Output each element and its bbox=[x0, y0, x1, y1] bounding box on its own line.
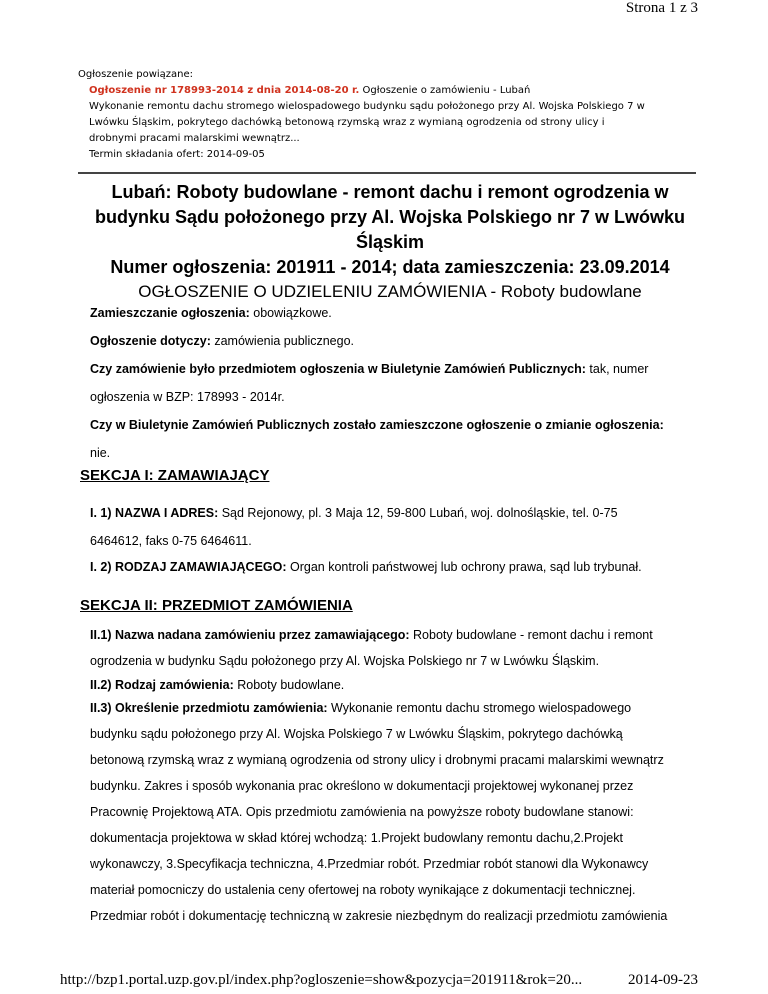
intro-block bbox=[90, 302, 700, 465]
bzp-value: tak, numer bbox=[585, 362, 649, 376]
scope-line: Przedmiar robót i dokumentację techniczną w zakresie niezbędnym do realizacji przedmiotu zamówienia bbox=[90, 909, 668, 923]
related-desc-line3: drobnymi pracami malarskimi wewnątrz... bbox=[89, 133, 300, 144]
s2-name-label: II.1) Nazwa nadana zamówieniu przez zamawiającego: bbox=[90, 628, 410, 642]
scope-line: wykonawczy, 3.Specyfikacja techniczna, 4.Przedmiar robót. Przedmiar robót stanowi dla Wykonawcy bbox=[90, 857, 649, 871]
notice-number: Numer ogłoszenia: 201911 - 2014; data zamieszczenia: 23.09.2014 bbox=[110, 257, 670, 277]
page-number: Strona 1 z 3 bbox=[625, 0, 698, 16]
s2-scope-label: II.3) Określenie przedmiotu zamówienia: bbox=[90, 701, 328, 715]
scope-line: dokumentacja projektowa w skład której wchodzą: 1.Projekt budowlany remontu dachu,2.Projekt bbox=[90, 831, 623, 845]
s1-name-value2: 6464612, faks 0-75 6464611. bbox=[90, 534, 252, 548]
bzp-label: Czy zamówienie było przedmiotem ogłoszenia w Biuletynie Zamówień Publicznych: bbox=[90, 362, 586, 376]
related-notice-link[interactable]: Ogłoszenie nr 178993-2014 z dnia 2014-08-20 r. bbox=[89, 85, 360, 96]
change-value: nie. bbox=[90, 446, 111, 460]
s2-kind-label: II.2) Rodzaj zamówienia: bbox=[90, 678, 234, 692]
scope-line: materiał pomocniczy do ustalenia ceny ofertowej na roboty wynikające z dokumentacji technicznej. bbox=[90, 883, 636, 897]
related-notice-type: Ogłoszenie o zamówieniu - Lubań bbox=[359, 85, 531, 96]
divider bbox=[78, 172, 696, 174]
scope-line: budynku sądu położonego przy Al. Wojska Polskiego 7 w Lwówku Śląskim, pokrytego dachówką bbox=[90, 727, 623, 741]
s2-kind-value: Roboty budowlane. bbox=[233, 678, 345, 692]
mandatory-label: Zamieszczanie ogłoszenia: bbox=[90, 306, 250, 320]
concerns-value: zamówienia publicznego. bbox=[210, 334, 354, 348]
change-label: Czy w Biuletynie Zamówień Publicznych zostało zamieszczone ogłoszenie o zmianie ogłoszenia: bbox=[90, 418, 664, 432]
related-notice bbox=[78, 67, 698, 163]
section1-body bbox=[90, 502, 700, 579]
scope-line: budynku. Zakres i sposób wykonania prac określono w dokumentacji projektowej wykonanej przez bbox=[90, 779, 634, 793]
s1-type-label: I. 2) RODZAJ ZAMAWIAJĄCEGO: bbox=[90, 560, 287, 574]
bzp-number: ogłoszenia w BZP: 178993 - 2014r. bbox=[90, 390, 285, 404]
section2-body bbox=[90, 624, 700, 928]
notice-title bbox=[80, 180, 700, 303]
s2-name-value2: ogrodzenia w budynku Sądu położonego przy Al. Wojska Polskiego nr 7 w Lwówku Śląskim. bbox=[90, 654, 600, 668]
section1-heading: SEKCJA I: ZAMAWIAJĄCY bbox=[80, 467, 270, 484]
title-line2: budynku Sądu położonego przy Al. Wojska Polskiego nr 7 w Lwówku bbox=[94, 207, 686, 227]
scope-line: Pracownię Projektową ATA. Opis przedmiotu zamówienia na powyższe roboty budowlane stanowi: bbox=[90, 805, 634, 819]
scope-line: betonową rzymską wraz z wymianą ogrodzenia od strony ulicy i drobnymi pracami malarskimi wewnątrz bbox=[90, 753, 664, 767]
concerns-label: Ogłoszenie dotyczy: bbox=[90, 334, 211, 348]
footer-url[interactable]: http://bzp1.portal.uzp.gov.pl/index.php?ogloszenie=show&pozycja=201911&rok=20... bbox=[60, 972, 583, 988]
s1-type-value: Organ kontroli państwowej lub ochrony prawa, sąd lub trybunał. bbox=[286, 560, 642, 574]
related-desc-line1: Wykonanie remontu dachu stromego wielospadowego budynku sądu położonego przy Al. Wojska Polskiego 7 w bbox=[89, 101, 645, 112]
page-footer bbox=[60, 972, 698, 989]
mandatory-value: obowiązkowe. bbox=[249, 306, 332, 320]
title-line1: Lubań: Roboty budowlane - remont dachu i remont ogrodzenia w bbox=[111, 182, 669, 202]
notice-type: OGŁOSZENIE O UDZIELENIU ZAMÓWIENIA - Roboty budowlane bbox=[138, 282, 642, 301]
s1-name-value: Sąd Rejonowy, pl. 3 Maja 12, 59-800 Lubań, woj. dolnośląskie, tel. 0-75 bbox=[218, 506, 618, 520]
section2-heading: SEKCJA II: PRZEDMIOT ZAMÓWIENIA bbox=[80, 597, 353, 614]
related-deadline: Termin składania ofert: 2014-09-05 bbox=[89, 149, 265, 160]
s1-name-label: I. 1) NAZWA I ADRES: bbox=[90, 506, 219, 520]
related-heading: Ogłoszenie powiązane: bbox=[78, 69, 194, 80]
s2-name-value: Roboty budowlane - remont dachu i remont bbox=[409, 628, 653, 642]
s2-scope-value: Wykonanie remontu dachu stromego wielospadowego bbox=[327, 701, 632, 715]
related-desc-line2: Lwówku Śląskim, pokrytego dachówką betonową rzymską wraz z wymianą ogrodzenia od strony ulicy i bbox=[89, 117, 605, 128]
title-line3: Śląskim bbox=[355, 232, 425, 252]
footer-date: 2014-09-23 bbox=[628, 972, 698, 988]
